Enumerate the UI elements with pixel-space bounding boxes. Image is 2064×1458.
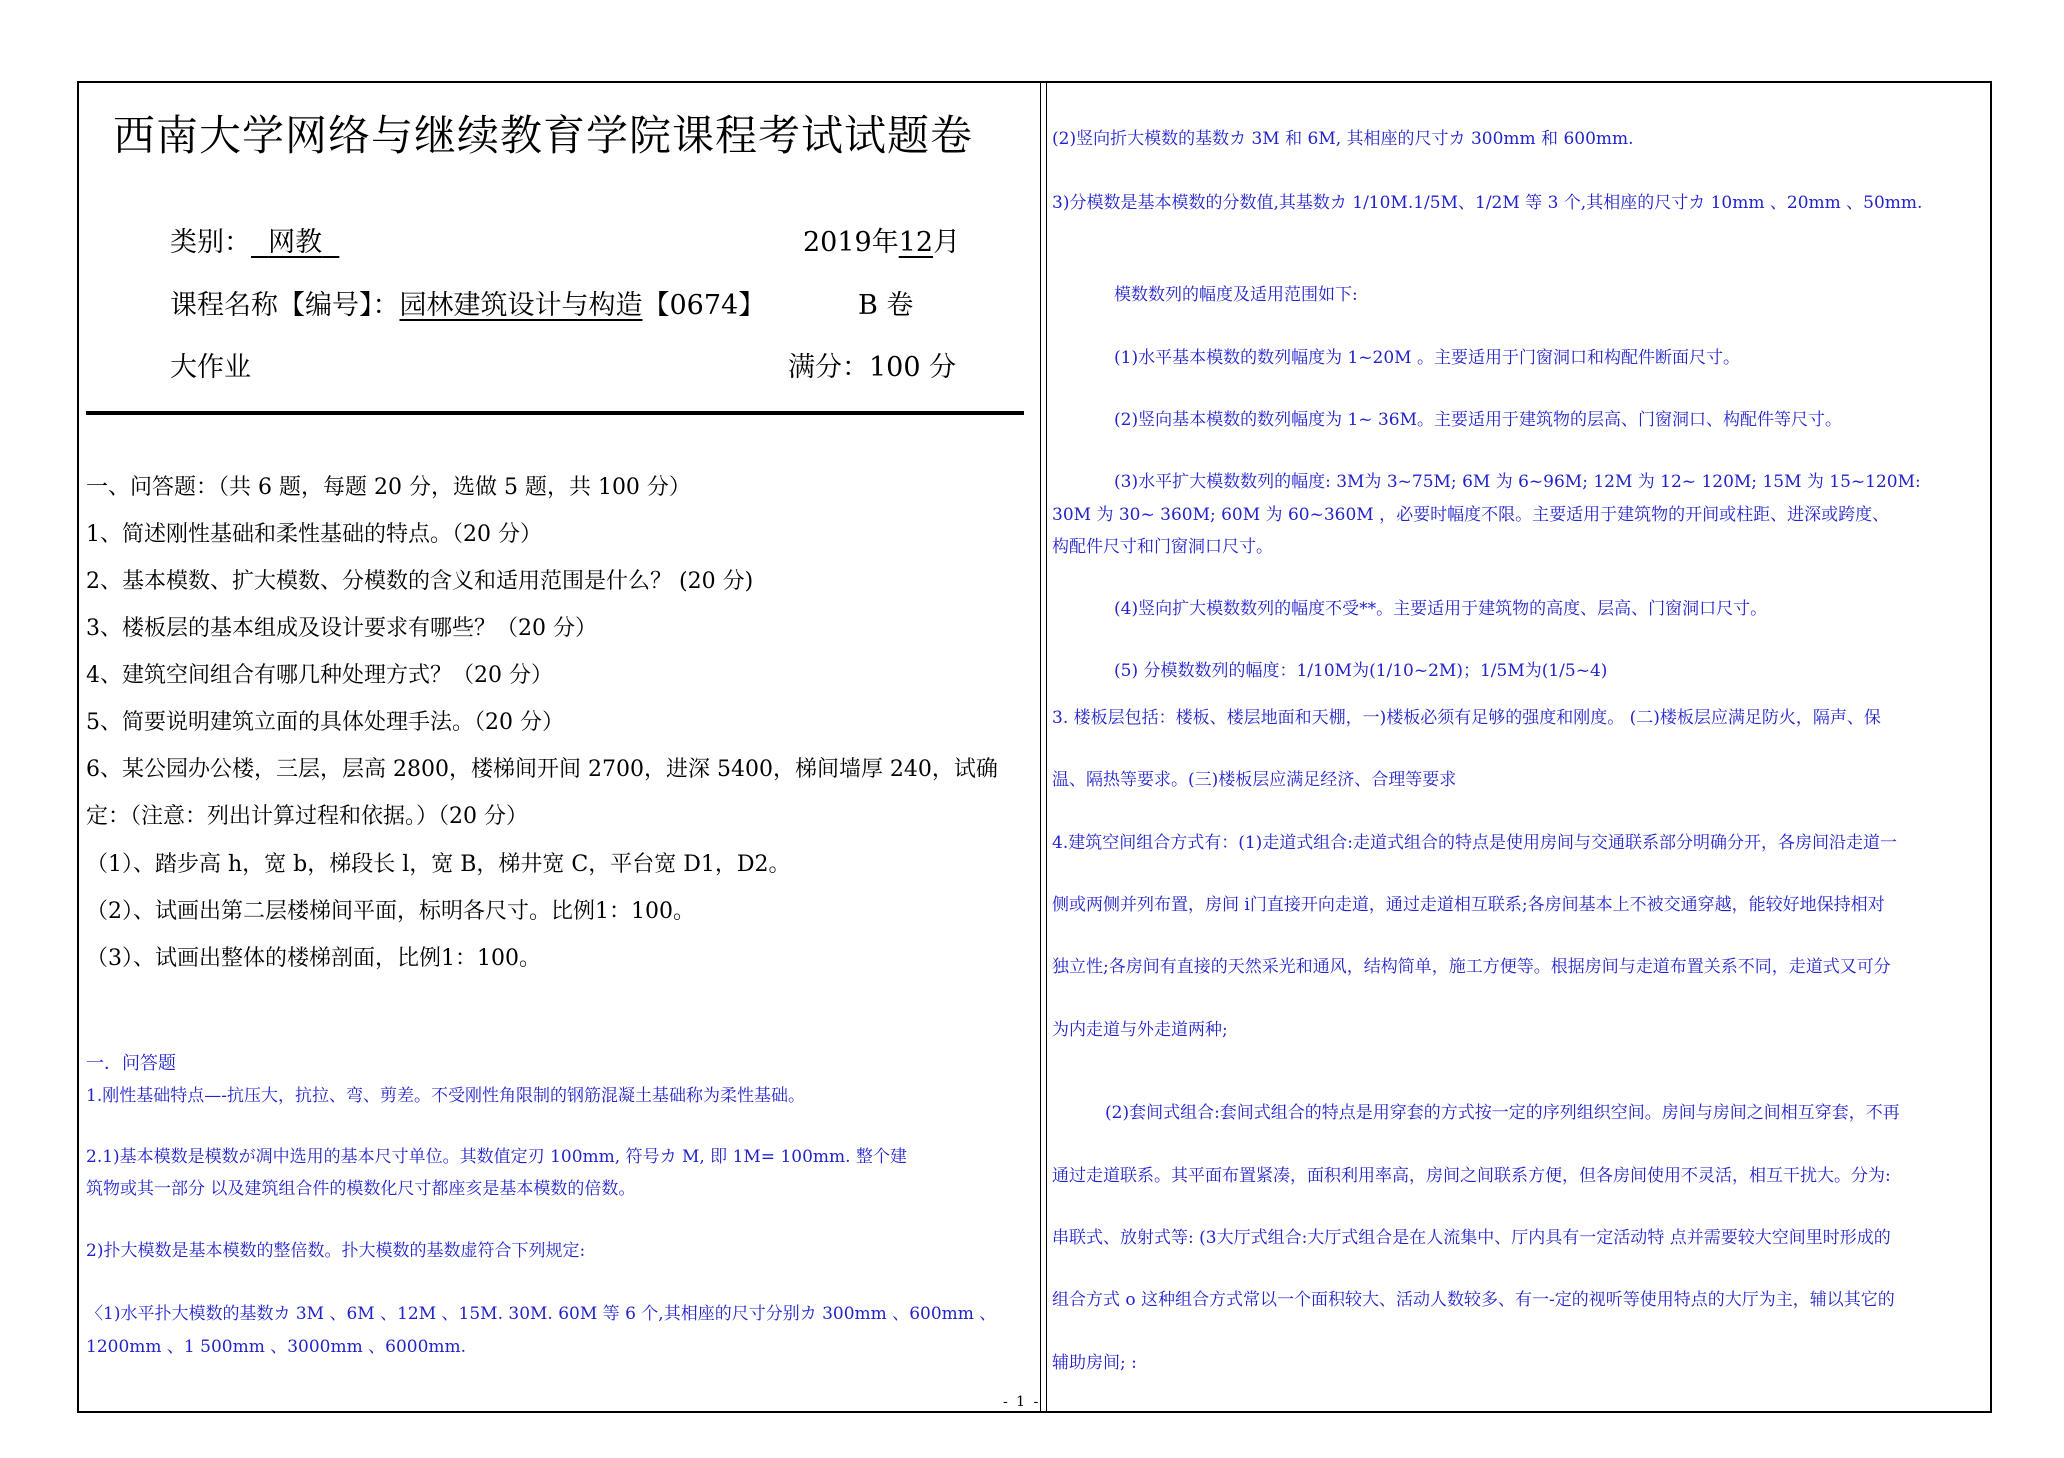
answer-4-cont-2: 独立性;各房间有直接的天然采光和通风，结构简单，施工方便等。根据房间与走道布置关系不同，走道式又可分 — [1052, 957, 1891, 977]
header-rule — [86, 411, 1024, 415]
full-score: 满分：100 分 — [788, 352, 957, 383]
paper-version: B 卷 — [858, 290, 914, 321]
category-label: 类别： — [170, 227, 251, 258]
course-code: 【0674】 — [642, 290, 766, 321]
answer-3-cont: 温、隔热等要求。(三)楼板层应满足经济、合理等要求 — [1052, 770, 1457, 790]
modulus-range-heading: 模数数列的幅度及适用范围如下: — [1114, 285, 1358, 305]
answer-4-cont-3: 为内走道与外走道两种; — [1052, 1020, 1228, 1040]
date-month: 12 — [898, 227, 934, 258]
question-6-part-2: （2）、试画出第二层楼梯间平面，标明各尺寸。比例1：100。 — [86, 899, 695, 924]
answer-4-3: 串联式、放射式等: (3大厅式组合:大厅式组合是在人流集中、厅内具有一定活动特 点并需要较大空间里时形成的 — [1052, 1228, 1891, 1248]
course-name: 园林建筑设计与构造 — [399, 290, 643, 321]
questions-heading: 一、问答题：（共 6 题，每题 20 分，选做 5 题，共 100 分） — [86, 475, 691, 500]
modulus-range-1: (1)水平基本模数的数列幅度为 1~20M 。主要适用于门窗洞口和构配件断面尺寸。 — [1114, 348, 1740, 368]
question-6-part-3: （3）、试画出整体的楼梯剖面，比例1：100。 — [86, 946, 541, 971]
answer-2-2-1-cont: 1200mm 、1 500mm 、3000mm 、6000mm. — [86, 1337, 467, 1357]
question-1: 1、简述刚性基础和柔性基础的特点。（20 分） — [86, 522, 542, 547]
column-divider — [1040, 81, 1041, 1413]
modulus-range-3: (3)水平扩大模数数列的幅度: 3M为 3~75M; 6M 为 6~96M; 12M 为 12~ 120M; 15M 为 15~120M: — [1114, 472, 1921, 492]
exam-title: 西南大学网络与继续教育学院课程考试试题卷 — [113, 111, 974, 160]
assignment-type: 大作业 — [170, 352, 251, 383]
modulus-range-3-cont: 30M 为 30~ 360M; 60M 为 60~360M ，必要时幅度不限。主要适用于建筑物的开间或柱距、进深或跨度、 — [1052, 505, 1890, 525]
course-line — [170, 283, 765, 322]
answer-2-2-2: (2)竖向折大模数的基数カ 3M 和 6M, 其相座的尺寸カ 300mm 和 600mm. — [1052, 129, 1634, 149]
modulus-range-3-cont2: 构配件尺寸和门窗洞口尺寸。 — [1052, 537, 1273, 557]
answer-heading: 一．问答题 — [86, 1053, 176, 1074]
answer-2-1-cont: 筑物或其一部分 以及建筑组合件的模数化尺寸都座亥是基本模数的倍数。 — [86, 1179, 636, 1199]
question-6: 6、某公园办公楼，三层，层高 2800，楼梯间开间 2700，进深 5400，梯间墙厚 240，试确 — [86, 757, 998, 782]
answer-2-3: 3)分模数是基本模数的分数值,其基数カ 1/10M.1/5M、1/2M 等 3 个,其相座的尺寸カ 10mm 、20mm 、50mm. — [1052, 193, 1923, 213]
answer-3: 3. 楼板层包括：楼板、楼层地面和天棚，一)楼板必须有足够的强度和刚度。 (二)楼板层应满足防火，隔声、保 — [1052, 708, 1881, 728]
date-year: 2019 — [803, 227, 872, 258]
modulus-range-2: (2)竖向基本模数的数列幅度为 1~ 36M。主要适用于建筑物的层高、门窗洞口、构配件等尺寸。 — [1114, 410, 1842, 430]
question-5: 5、简要说明建筑立面的具体处理手法。（20 分） — [86, 710, 564, 735]
answer-4-3-cont: 组合方式 o 这种组合方式常以一个面积较大、活动人数较多、有一-定的视听等使用特点的大厅为主，辅以其它的 — [1052, 1290, 1895, 1310]
question-3: 3、楼板层的基本组成及设计要求有哪些？（20 分） — [86, 616, 597, 641]
question-6-cont: 定：（注意：列出计算过程和依据。）（20 分） — [86, 804, 528, 829]
answer-4: 4.建筑空间组合方式有：(1)走道式组合:走道式组合的特点是使用房间与交通联系部分明确分开，各房间沿走道一 — [1052, 833, 1898, 853]
course-label: 课程名称【编号】： — [170, 290, 400, 321]
answer-4-3-cont2: 辅助房间; : — [1052, 1353, 1137, 1373]
answer-2-2-1: 〈1)水平扑大模数的基数カ 3M 、6M 、12M 、15M. 30M. 60M 等 6 个,其相座的尺寸分别カ 300mm 、600mm 、 — [86, 1304, 997, 1324]
category-line — [170, 220, 339, 259]
question-4: 4、建筑空间组合有哪几种处理方式？（20 分） — [86, 663, 553, 688]
exam-date: 2019年12月 — [803, 227, 961, 258]
answer-1: 1.刚性基础特点—-抗压大，抗拉、弯、剪差。不受刚性角限制的钢筋混凝土基础称为柔性基础。 — [86, 1086, 805, 1106]
answer-4-2-cont: 通过走道联系。其平面布置紧凑，面积利用率高，房间之间联系方便，但各房间使用不灵活，相互干扰大。分为: — [1052, 1166, 1891, 1186]
column-divider-inner — [1046, 81, 1047, 1413]
question-2: 2、基本模数、扩大模数、分模数的含义和适用范围是什么？ (20 分) — [86, 569, 754, 594]
answer-2-2: 2)扑大模数是基本模数的整倍数。扑大模数的基数虚符合下列规定: — [86, 1241, 586, 1261]
modulus-range-4: (4)竖向扩大模数数列的幅度不受**。主要适用于建筑物的高度、层高、门窗洞口尺寸。 — [1114, 599, 1768, 619]
answer-2-1: 2.1)基本模数是模数が凋中选用的基本尺寸单位。其数值定刃 100mm, 符号カ M, 即 1M= 100mm. 整个建 — [86, 1147, 907, 1167]
exam-frame — [77, 81, 1992, 1413]
page-number: - 1 - — [1003, 1394, 1041, 1410]
answer-4-2: (2)套间式组合:套间式组合的特点是用穿套的方式按一定的序列组织空间。房间与房间之间相互穿套，不再 — [1105, 1103, 1900, 1123]
question-6-part-1: （1）、踏步高 h，宽 b，梯段长 l，宽 B，梯井宽 C，平台宽 D1，D2。 — [86, 852, 791, 877]
answer-4-cont-1: 侧或两侧并列布置，房间 i门直接开向走道，通过走道相互联系;各房间基本上不被交通穿越，能较好地保持相对 — [1052, 895, 1885, 915]
category-value: 网教 — [268, 227, 323, 258]
modulus-range-5: (5) 分模数数列的幅度：1/10M为(1/10~2M)；1/5M为(1/5~4) — [1114, 661, 1608, 681]
